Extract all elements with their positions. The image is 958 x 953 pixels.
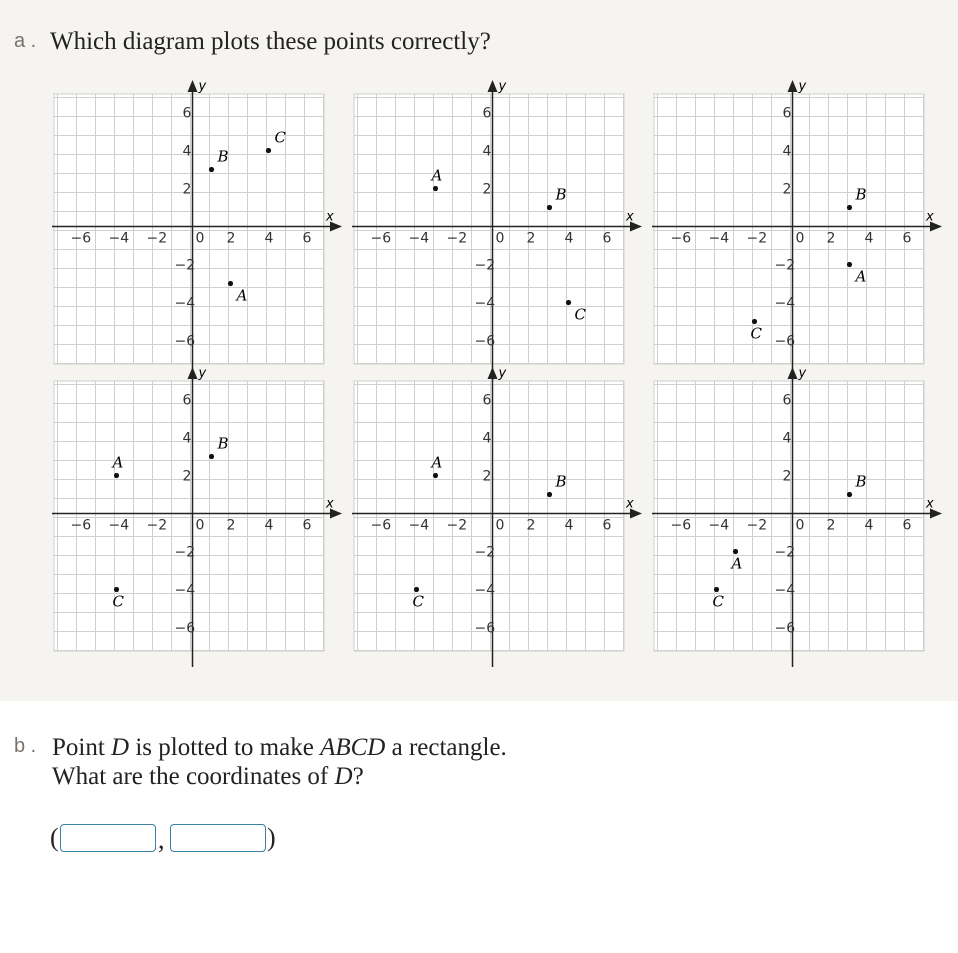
diagram-option-5[interactable] bbox=[334, 367, 644, 671]
point-b bbox=[547, 492, 552, 497]
coordinate-grid bbox=[334, 80, 644, 380]
x-tick-label: 2 bbox=[826, 517, 836, 534]
point-label: C bbox=[574, 305, 586, 324]
point-label: B bbox=[217, 147, 229, 166]
y-tick-label: 2 bbox=[782, 181, 792, 198]
point-label: C bbox=[750, 324, 762, 343]
x-tick-label: −4 bbox=[108, 230, 130, 247]
y-tick-label: 6 bbox=[782, 392, 792, 409]
x-tick-label: −4 bbox=[708, 230, 730, 247]
y-tick-label: −6 bbox=[174, 620, 196, 637]
x-tick-label: −6 bbox=[370, 230, 392, 247]
x-tick-label: −2 bbox=[446, 517, 468, 534]
comma: , bbox=[158, 825, 165, 854]
y-axis-arrow-icon bbox=[488, 80, 498, 92]
point-label: A bbox=[431, 166, 443, 185]
y-tick-label: 2 bbox=[182, 181, 192, 198]
diagram-option-4[interactable] bbox=[34, 367, 344, 671]
x-tick-label: 4 bbox=[564, 517, 574, 534]
y-tick-label: −4 bbox=[474, 295, 496, 312]
grid-background bbox=[354, 381, 624, 651]
y-tick-label: −2 bbox=[474, 544, 496, 561]
point-a bbox=[433, 473, 438, 478]
y-tick-label: 4 bbox=[482, 430, 492, 447]
part-b-label: b . bbox=[14, 735, 37, 757]
y-tick-label: 4 bbox=[482, 143, 492, 160]
y-tick-label: −6 bbox=[774, 333, 796, 350]
diagram-option-6[interactable] bbox=[634, 367, 944, 671]
x-axis-label: x bbox=[626, 209, 634, 225]
y-axis-label: y bbox=[798, 80, 807, 94]
x-tick-label: −4 bbox=[408, 517, 430, 534]
point-b bbox=[209, 454, 214, 459]
x-tick-label: −4 bbox=[708, 517, 730, 534]
y-tick-label: 2 bbox=[482, 181, 492, 198]
y-tick-label: 6 bbox=[182, 392, 192, 409]
point-c bbox=[714, 587, 719, 592]
point-label: C bbox=[112, 592, 124, 611]
coordinate-grid bbox=[34, 80, 344, 380]
y-tick-label: −2 bbox=[774, 544, 796, 561]
y-tick-label: −4 bbox=[174, 582, 196, 599]
y-axis-arrow-icon bbox=[488, 367, 498, 379]
point-a bbox=[433, 186, 438, 191]
y-tick-label: −4 bbox=[774, 582, 796, 599]
y-tick-label: −2 bbox=[474, 257, 496, 274]
y-tick-label: −4 bbox=[174, 295, 196, 312]
x-tick-label: −6 bbox=[70, 517, 92, 534]
point-c bbox=[752, 319, 757, 324]
x-tick-label: 4 bbox=[864, 517, 874, 534]
coordinate-grid bbox=[34, 367, 344, 667]
y-axis-label: y bbox=[798, 367, 807, 381]
point-label: C bbox=[412, 592, 424, 611]
x-tick-label: 4 bbox=[264, 517, 274, 534]
part-a-question: Which diagram plots these points correctly? bbox=[50, 28, 491, 55]
x-tick-label: 6 bbox=[902, 517, 912, 534]
close-paren: ) bbox=[267, 823, 276, 852]
x-tick-label: 0 bbox=[495, 230, 505, 247]
x-tick-label: −6 bbox=[70, 230, 92, 247]
d-y-coordinate-input[interactable] bbox=[170, 824, 266, 852]
x-tick-label: 2 bbox=[526, 230, 536, 247]
y-tick-label: 2 bbox=[182, 468, 192, 485]
part-b-line-2: What are the coordinates of D? bbox=[52, 763, 364, 790]
point-label: C bbox=[274, 128, 286, 147]
y-axis-arrow-icon bbox=[188, 367, 198, 379]
y-tick-label: 6 bbox=[482, 105, 492, 122]
grid-background bbox=[654, 94, 924, 364]
x-tick-label: 0 bbox=[195, 230, 205, 247]
point-label: A bbox=[855, 267, 867, 286]
x-tick-label: 0 bbox=[795, 517, 805, 534]
part-b-question bbox=[52, 733, 507, 791]
y-tick-label: −6 bbox=[474, 333, 496, 350]
point-label: A bbox=[236, 286, 248, 305]
y-axis-arrow-icon bbox=[788, 367, 798, 379]
x-tick-label: −2 bbox=[746, 517, 768, 534]
point-label: B bbox=[855, 185, 867, 204]
y-tick-label: −2 bbox=[174, 257, 196, 274]
y-tick-label: −4 bbox=[774, 295, 796, 312]
x-axis-label: x bbox=[926, 496, 934, 512]
y-tick-label: 6 bbox=[182, 105, 192, 122]
point-c bbox=[266, 148, 271, 153]
y-tick-label: 6 bbox=[782, 105, 792, 122]
x-tick-label: 4 bbox=[564, 230, 574, 247]
point-c bbox=[114, 587, 119, 592]
y-tick-label: −6 bbox=[774, 620, 796, 637]
x-tick-label: −2 bbox=[446, 230, 468, 247]
grid-background bbox=[354, 94, 624, 364]
y-tick-label: 4 bbox=[782, 430, 792, 447]
point-label: B bbox=[555, 185, 567, 204]
point-label: B bbox=[855, 472, 867, 491]
part-b-line-1: Point D is plotted to make ABCD a rectangle. bbox=[52, 734, 507, 761]
point-b bbox=[209, 167, 214, 172]
grid-background bbox=[54, 381, 324, 651]
y-tick-label: 4 bbox=[782, 143, 792, 160]
x-tick-label: −4 bbox=[108, 517, 130, 534]
point-b bbox=[847, 492, 852, 497]
point-a bbox=[733, 549, 738, 554]
d-x-coordinate-input[interactable] bbox=[60, 824, 156, 852]
y-tick-label: 4 bbox=[182, 143, 192, 160]
y-tick-label: 4 bbox=[182, 430, 192, 447]
x-tick-label: −6 bbox=[670, 517, 692, 534]
x-tick-label: 0 bbox=[495, 517, 505, 534]
point-a bbox=[847, 262, 852, 267]
point-label: B bbox=[217, 434, 229, 453]
point-b bbox=[547, 205, 552, 210]
x-axis-label: x bbox=[326, 209, 334, 225]
y-axis-arrow-icon bbox=[188, 80, 198, 92]
y-axis-label: y bbox=[498, 367, 507, 381]
x-tick-label: 6 bbox=[302, 230, 312, 247]
x-tick-label: −6 bbox=[370, 517, 392, 534]
point-a bbox=[114, 473, 119, 478]
x-axis-label: x bbox=[326, 496, 334, 512]
diagram-option-1[interactable] bbox=[34, 80, 344, 384]
coordinate-grid bbox=[634, 80, 944, 380]
part-a-label: a . bbox=[14, 30, 37, 52]
x-tick-label: 4 bbox=[864, 230, 874, 247]
y-axis-label: y bbox=[198, 367, 207, 381]
x-tick-label: 4 bbox=[264, 230, 274, 247]
x-tick-label: 0 bbox=[795, 230, 805, 247]
y-axis-label: y bbox=[198, 80, 207, 94]
y-tick-label: −6 bbox=[474, 620, 496, 637]
y-axis-arrow-icon bbox=[788, 80, 798, 92]
point-label: A bbox=[731, 554, 743, 573]
x-axis-label: x bbox=[926, 209, 934, 225]
x-tick-label: −2 bbox=[146, 517, 168, 534]
x-tick-label: 6 bbox=[602, 230, 612, 247]
point-c bbox=[566, 300, 571, 305]
x-tick-label: −4 bbox=[408, 230, 430, 247]
x-tick-label: 2 bbox=[526, 517, 536, 534]
diagram-option-2[interactable] bbox=[334, 80, 644, 384]
y-tick-label: −6 bbox=[174, 333, 196, 350]
point-c bbox=[414, 587, 419, 592]
point-label: B bbox=[555, 472, 567, 491]
point-label: A bbox=[112, 453, 124, 472]
x-tick-label: −2 bbox=[146, 230, 168, 247]
x-axis-label: x bbox=[626, 496, 634, 512]
x-tick-label: 2 bbox=[226, 517, 236, 534]
x-tick-label: 2 bbox=[226, 230, 236, 247]
x-tick-label: 6 bbox=[902, 230, 912, 247]
diagram-option-3[interactable] bbox=[634, 80, 944, 384]
point-b bbox=[847, 205, 852, 210]
y-tick-label: 2 bbox=[782, 468, 792, 485]
point-label: A bbox=[431, 453, 443, 472]
x-tick-label: −6 bbox=[670, 230, 692, 247]
point-label: C bbox=[712, 592, 724, 611]
x-tick-label: −2 bbox=[746, 230, 768, 247]
coordinate-grid bbox=[634, 367, 944, 667]
coordinate-grid bbox=[334, 367, 644, 667]
y-tick-label: −2 bbox=[174, 544, 196, 561]
y-axis-label: y bbox=[498, 80, 507, 94]
x-tick-label: 2 bbox=[826, 230, 836, 247]
y-tick-label: −4 bbox=[474, 582, 496, 599]
y-tick-label: 6 bbox=[482, 392, 492, 409]
point-a bbox=[228, 281, 233, 286]
x-tick-label: 6 bbox=[302, 517, 312, 534]
y-tick-label: −2 bbox=[774, 257, 796, 274]
open-paren: ( bbox=[50, 823, 59, 852]
y-tick-label: 2 bbox=[482, 468, 492, 485]
x-tick-label: 0 bbox=[195, 517, 205, 534]
x-tick-label: 6 bbox=[602, 517, 612, 534]
grid-background bbox=[654, 381, 924, 651]
